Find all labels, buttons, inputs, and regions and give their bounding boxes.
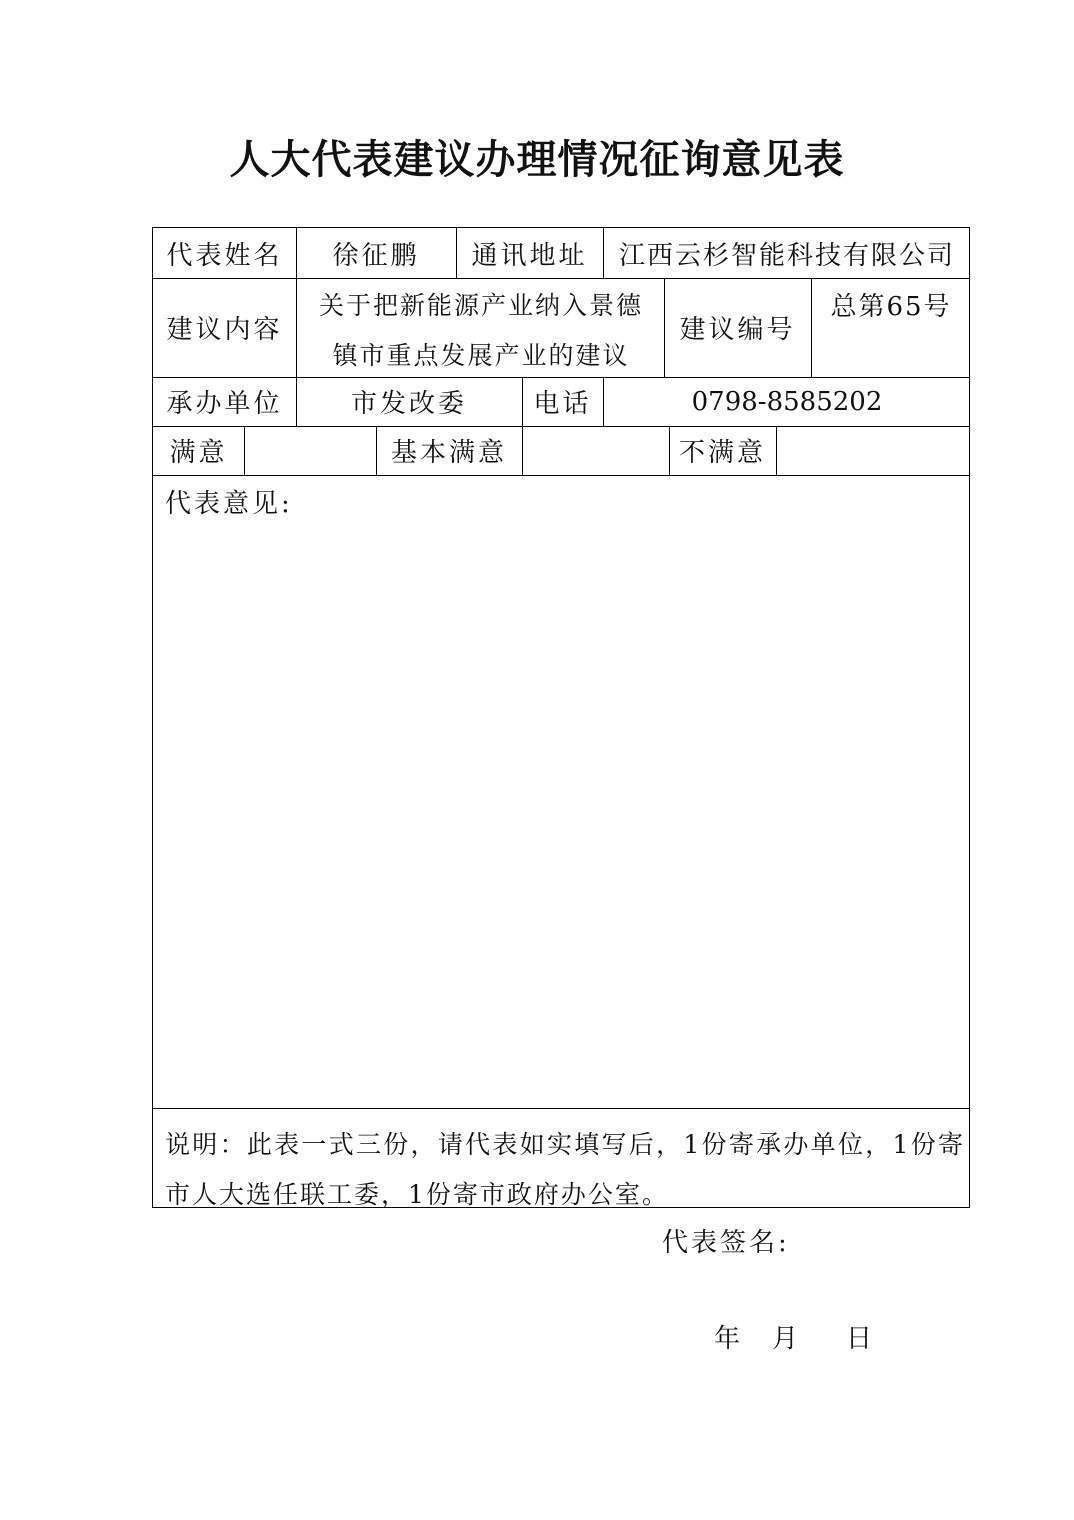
rep-name-label: 代表姓名 [166,240,283,271]
basic-satisfied-checkbox[interactable] [522,426,669,475]
note-text: 说明：此表一式三份，请代表如实填写后，1份寄承办单位，1份寄市人大选任联工委，1份寄市政府办公室。 [165,1130,965,1209]
unsatisfied-label: 不满意 [678,438,766,468]
address-field[interactable]: 江西云杉智能科技有限公司 [618,240,955,271]
satisfied-label: 满意 [169,438,228,468]
phone-field[interactable]: 0798-8585202 [691,386,883,417]
opinion-area[interactable] [153,475,971,1108]
signature-label: 代表签名: [662,1228,790,1258]
handler-label: 承办单位 [166,389,283,419]
satisfied-checkbox[interactable] [244,426,376,475]
address-label: 通讯地址 [471,240,588,271]
content-label: 建议内容 [166,315,283,345]
handler-field[interactable]: 市发改委 [350,389,467,419]
content-field[interactable]: 关于把新能源产业纳入景德镇市重点发展产业的建议 [318,291,643,370]
number-field[interactable]: 总第65号 [830,291,952,322]
note-section [153,1108,971,1209]
year-label: 年 [714,1324,744,1354]
phone-label: 电话 [533,389,592,419]
unsatisfied-checkbox[interactable] [776,426,971,475]
day-label: 日 [846,1324,876,1354]
col-divider [296,278,297,377]
month-label: 月 [772,1324,802,1354]
basic-satisfied-label: 基本满意 [390,438,507,468]
document-title: 人大代表建议办理情况征询意见表 [229,136,845,183]
opinion-label: 代表意见: [165,489,293,519]
rep-name-field[interactable]: 徐征鹏 [332,240,420,271]
number-label: 建议编号 [679,315,796,345]
opinion-form [152,227,970,1208]
